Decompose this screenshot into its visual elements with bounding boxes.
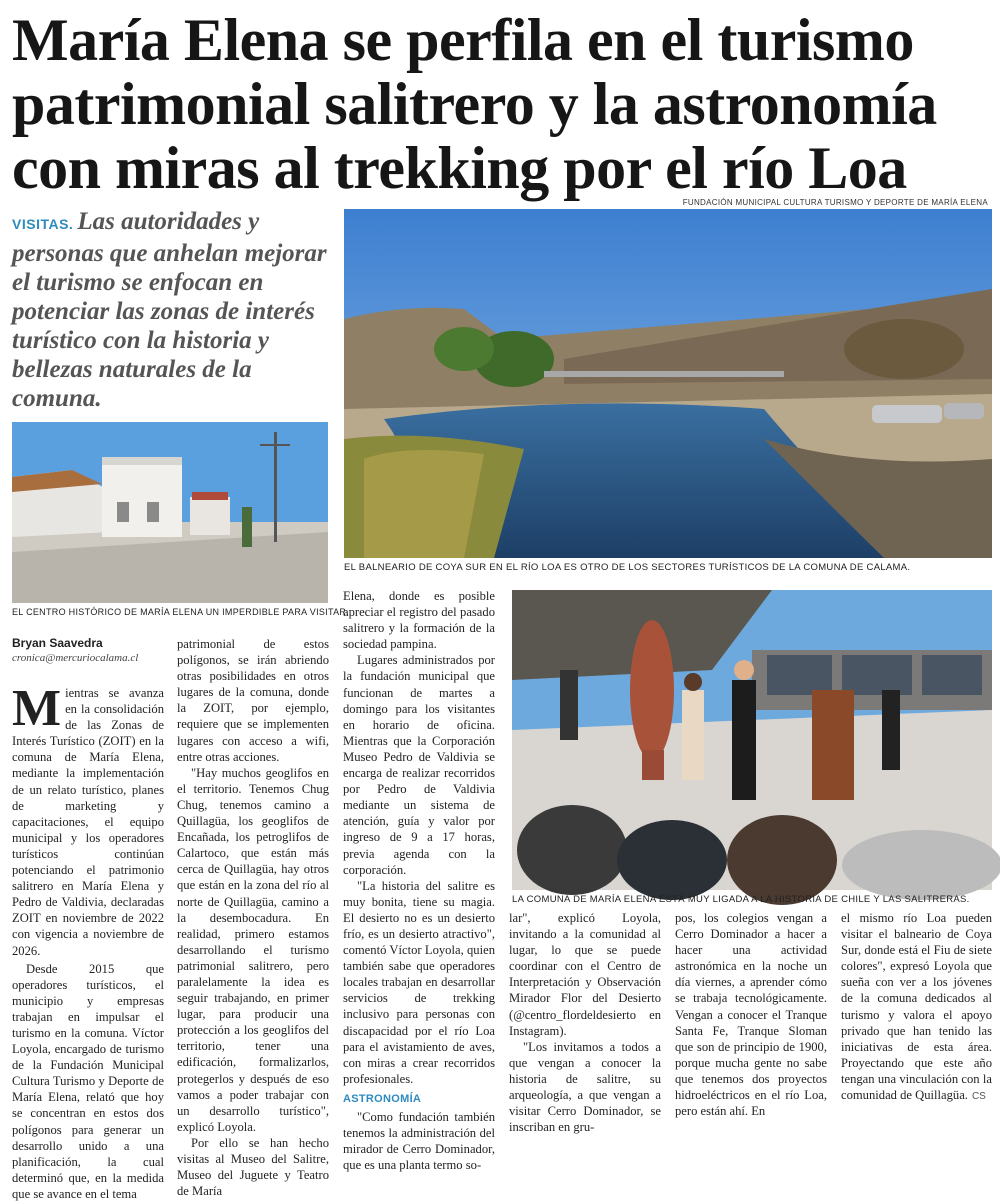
article-paragraph: Por ello se han hecho visitas al Museo del Salitre, Museo del Juguete y Teatro de María (177, 1135, 329, 1199)
dropcap: M (12, 680, 62, 737)
article-paragraph: Elena, donde es posible apreciar el registro del pasado salitrero y la formación de la sociedad pampina. (343, 589, 495, 652)
lead-text: Las autoridades y personas que anhelan mejorar el turismo se enfocan en potenciar las zonas de interés turístico con la historia y bellezas naturales de la comuna. (12, 208, 327, 412)
end-mark: CS (971, 1091, 986, 1103)
article-paragraph: lar", explicó Loyola, invitando a la comunidad al lugar, lo que se puede coordinar con el Centro de Interpretación y Observación Mirador Flor del Desierto (@centro_flordeldesierto en Instagram). (509, 911, 661, 1038)
byline-email[interactable]: cronica@mercuriocalama.cl (12, 652, 139, 664)
ceremony-photo (512, 590, 992, 890)
article-paragraph: "La historia del salitre es muy bonita, tiene su magia. El desierto no es un desierto frío, es un desierto atractivo", comentó Víctor Loyola, quien también sabe que operadores locales trabajan en desarrollar servicios de trekking inclusivo para personas con discapacidad por el río Loa para el avistamiento de aves, con miras a crear recorridos profesionales. (343, 878, 495, 1086)
article-column-5 (675, 910, 827, 1119)
river-photo-caption: EL BALNEARIO DE COYA SUR EN EL RÍO LOA ES OTRO DE LOS SECTORES TURÍSTICOS DE LA COMUNA DE CALAMA. (344, 562, 911, 573)
article-paragraph: Desde 2015 que operadores turísticos, el municipio y empresas trabajan en impulsar el turismo en la comuna. Víctor Loyola, encargado de turismo de la Fundación Municipal Cultura Turismo y Deporte de María Elena, relató que hoy se concentran en estos dos polígonos para generar un desarrollo unido a una planificación, la cual determinó que, en la medida que se avance en el tema (12, 961, 164, 1201)
article-paragraph: Mientras se avanza en la consolidación de las Zonas de Interés Turístico (ZOIT) en la comuna de María Elena, mediante la implementación de un relato turístico, planes de marketing y capacitaciones, el equipo municipal y los operadores turísticos continúan potenciando el patrimonio salitrero en María Elena y Pedro de Valdivia, declaradas ZOIT en noviembre de 2022 con vigencia a noviembre de 2026. (12, 680, 164, 958)
town-photo-image (12, 422, 328, 603)
article-paragraph: patrimonial de estos polígonos, se irán abriendo otras posibilidades en otros lugares de la comuna, donde la ZOIT, por ejemplo, requiere que se implementen lugares con acceso a wifi, entre otras acciones. (177, 637, 329, 764)
river-photo-image (344, 209, 992, 558)
headline-line-3: con miras al trekking por el río Loa (12, 135, 907, 201)
lead-kicker: VISITAS. (12, 216, 74, 232)
lead-paragraph (12, 207, 334, 413)
river-photo (344, 209, 992, 558)
section-subhead: ASTRONOMÍA (343, 1092, 422, 1105)
article-paragraph: el mismo río Loa pueden visitar el balneario de Coya Sur, donde está el Fiu de siete colores", expresó Loyola que sueña con ver a los jóvenes de la comuna dedicados al turismo y valora el apoyo privado que han tenido las iniciativas de esta área. Proyectando que este año tengan una vinculación con la comunidad de Quillagüa. CS (841, 911, 992, 1103)
article-column-1 (12, 680, 164, 1202)
headline (12, 8, 992, 200)
article-column-6 (841, 910, 992, 1105)
article-paragraph: "Como fundación también tenemos la administración del mirador de Cerro Dominador, que es una planta termo so- (343, 1110, 495, 1173)
article-paragraph: pos, los colegios vengan a Cerro Dominador a hacer a hacer una actividad astronómica en la noche un día viernes, a aprender cómo se trabaja tecnológicamente. Vengan a conocer el Tranque Santa Fe, Tranque Sloman que son de principio de 1900, porque mucha gente no sabe que tenemos dos proyectos hidroeléctricos en el río Loa, pero están ahí. En (675, 911, 827, 1119)
town-photo (12, 422, 328, 603)
byline-author: Bryan Saavedra (12, 636, 103, 650)
town-photo-caption: EL CENTRO HISTÓRICO DE MARÍA ELENA UN IMPERDIBLE PARA VISITAR. (12, 607, 350, 617)
photo-credit: FUNDACIÓN MUNICIPAL CULTURA TURISMO Y DEPORTE DE MARÍA ELENA (682, 198, 988, 207)
byline (12, 636, 138, 664)
article-column-3 (343, 588, 495, 1173)
article-paragraph: "Hay muchos geoglifos en el territorio. Tenemos Chug Chug, tenemos camino a Quillagüa, los geoglifos de Encañada, los petroglifos de Calartoco, que están más cerca de Quillagüa, hay otros que están en la zona del río al norte de Quillagüa, camino a la desembocadura. En realidad, primero estamos desarrollando el turismo patrimonial salitrero, pero paralelamente la idea es seguir trabajando, en primer lugar, para producir una protección a los geoglifos del territorio, tener una edificación, formalizarlos, protegerlos y después de eso vamos a poder trabajar con un desarrollo turístico", explicó Loyola. (177, 765, 329, 1134)
article-paragraph: Lugares administrados por la fundación municipal que funcionan de martes a domingo para los visitantes en horario de oficina. Mientras que la Corporación Museo Pedro de Valdivia se encarga de realizar recorridos por Pedro de Valdivia mediante un sistema de atención, guía y valor por ingreso de 9 a 17 horas, previa agenda con la corporación. (343, 653, 495, 877)
article-paragraph: "Los invitamos a todos a que vengan a conocer la historia de salitre, su arqueología, a que vengan a visitar Cerro Dominador, se inscriban en gru- (509, 1039, 661, 1135)
headline-line-2: patrimonial salitrero y la astronomía (12, 71, 937, 137)
ceremony-photo-image (512, 590, 992, 890)
ceremony-photo-caption: LA COMUNA DE MARÍA ELENA ESTÁ MUY LIGADA A LA HISTORIA DE CHILE Y LAS SALITRERAS. (512, 894, 970, 905)
headline-line-1: María Elena se perfila en el turismo (12, 7, 914, 73)
article-column-4 (509, 910, 661, 1135)
article-column-2 (177, 636, 329, 1199)
